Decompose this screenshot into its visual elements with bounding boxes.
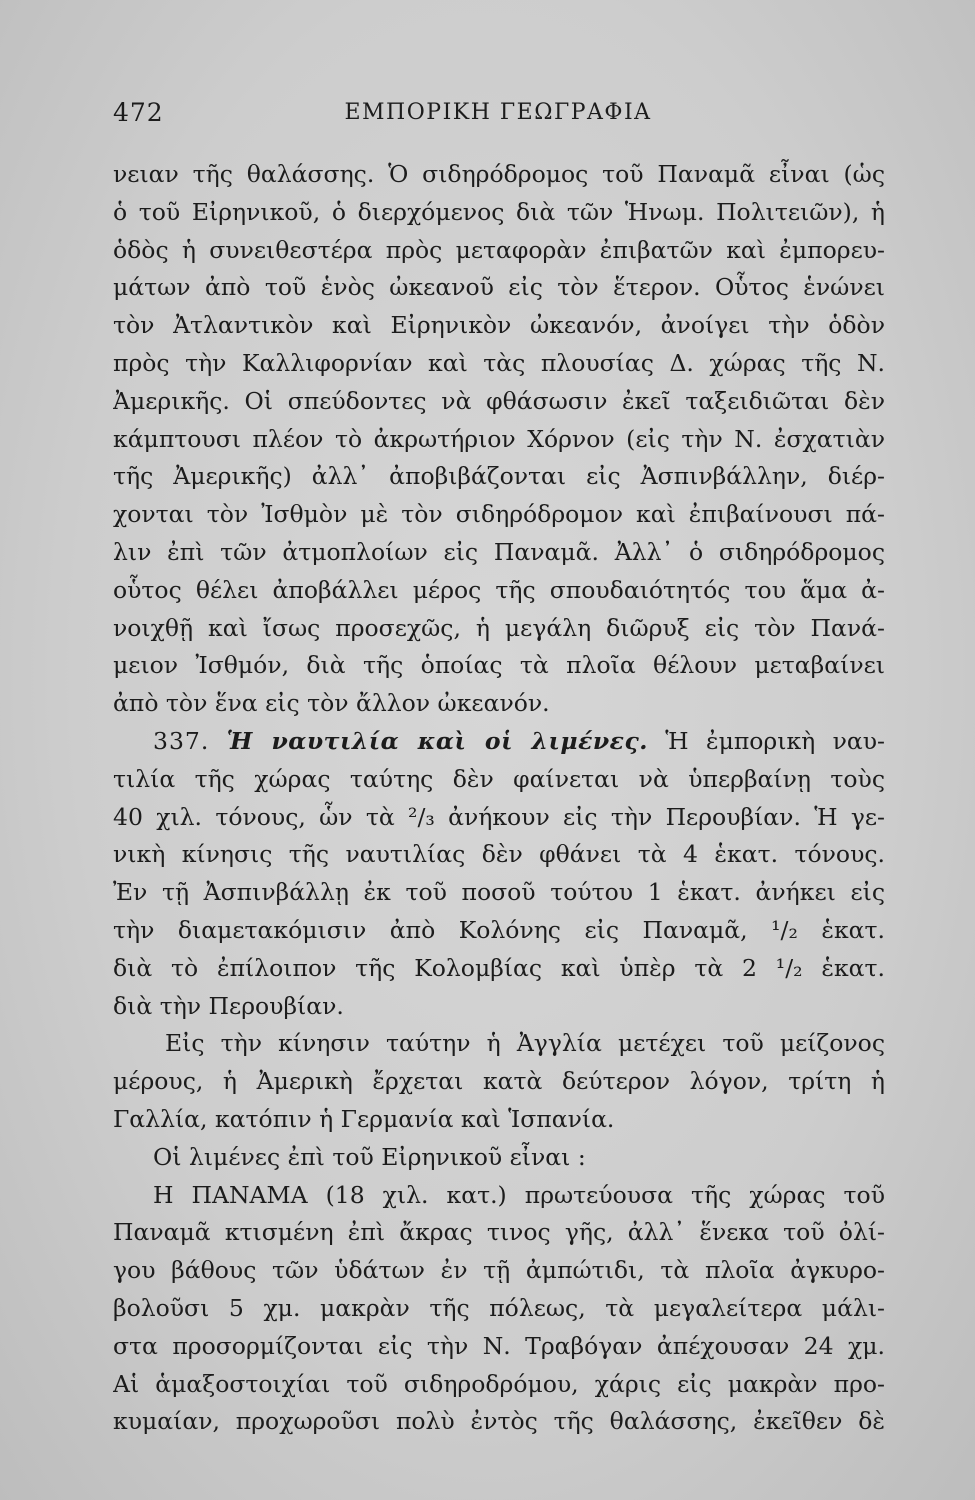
text-line: μέρους, ἡ Ἀμερικὴ ἔρχεται κατὰ δεύτερον λόγον, τρίτη ἡ [113,1067,885,1096]
text-line: τὴν διαμετακόμισιν ἀπὸ Κολόνης εἰς Παναμᾶ, ¹/₂ ἑκατ. [113,915,885,944]
running-title: ΕΜΠΟΡΙΚΗ ΓΕΩΓΡΑΦΙΑ [344,100,652,125]
text-line: Αἱ ἁμαξοστοιχίαι τοῦ σιδηροδρόμου, χάρις εἰς μακρὰν προ- [113,1369,885,1398]
text-line: ὁ τοῦ Εἰρηνικοῦ, ὁ διερχόμενος διὰ τῶν Ἡνωμ. Πολιτειῶν), ἡ [113,197,885,226]
text-line: Ἐν τῇ Ἀσπινβάλλῃ ἐκ τοῦ ποσοῦ τούτου 1 ἑκατ. ἀνήκει εἰς [113,878,885,907]
text-line: μειον Ἰσθμόν, διὰ τῆς ὁποίας τὰ πλοῖα θέλουν μεταβαίνει [113,651,885,680]
text-line: οὗτος θέλει ἀποβάλλει μέρος τῆς σπουδαιότητός του ἅμα ἀ- [113,575,885,604]
page-number: 472 [113,98,164,127]
text-line: Γαλλία, κατόπιν ἡ Γερμανία καὶ Ἱσπανία. [113,1104,615,1133]
body-text [113,156,885,1441]
section-title: Ἡ ναυτιλία καὶ οἱ λιμένες. [226,726,648,755]
section-number: 337. [153,726,210,755]
text-line: τὸν Ἀτλαντικὸν καὶ Εἰρηνικὸν ὠκεανόν, ἀνοίγει τὴν ὁδὸν [113,311,885,340]
text-line: λιν ἐπὶ τῶν ἀτμοπλοίων εἰς Παναμᾶ. Ἀλλ᾽ ὁ σιδηρόδρομος [113,537,885,566]
text-line: Η ΠΑΝΑΜΑ (18 χιλ. κατ.) πρωτεύουσα τῆς χώρας τοῦ [153,1180,885,1209]
page-header [113,98,873,138]
text-line: κυμαίαν, προχωροῦσι πολὺ ἐντὸς τῆς θαλάσσης, ἐκεῖθεν δὲ [113,1407,885,1436]
text-line: νειαν τῆς θαλάσσης. Ὁ σιδηρόδρομος τοῦ Παναμᾶ εἶναι (ὡς [113,160,885,188]
text-line: ὁδὸς ἡ συνειθεστέρα πρὸς μεταφορὰν ἐπιβατῶν καὶ ἐμπορευ- [113,235,885,264]
text-line: βολοῦσι 5 χμ. μακρὰν τῆς πόλεως, τὰ μεγαλείτερα μάλι- [113,1293,885,1322]
text-line: 40 χιλ. τόνους, ὧν τὰ ²/₃ ἀνήκουν εἰς τὴν Περουβίαν. Ἡ γε- [113,802,885,831]
text-line: διὰ τὸ ἐπίλοιπον τῆς Κολομβίας καὶ ὑπὲρ τὰ 2 ¹/₂ ἑκατ. [113,953,885,982]
text-line: νικὴ κίνησις τῆς ναυτιλίας δὲν φθάνει τὰ 4 ἑκατ. τόνους. [113,840,885,869]
text-line: μάτων ἀπὸ τοῦ ἑνὸς ὠκεανοῦ εἰς τὸν ἕτερον. Οὗτος ἑνώνει [113,273,885,302]
text-line: στα προσορμίζονται εἰς τὴν Ν. Τραβόγαν ἀπέχουσαν 24 χμ. [113,1331,885,1360]
text-line: Εἰς τὴν κίνησιν ταύτην ἡ Ἀγγλία μετέχει τοῦ μείζονος [165,1029,885,1058]
text-line: νοιχθῇ καὶ ἴσως προσεχῶς, ἡ μεγάλη διῶρυξ εἰς τὸν Πανά- [113,613,885,642]
text-line: διὰ τὴν Περουβίαν. [113,991,344,1020]
section-first-text: Ἡ ἐμπορικὴ ναυ- [665,726,885,755]
text-line: χονται τὸν Ἰσθμὸν μὲ τὸν σιδηρόδρομον καὶ ἐπιβαίνουσι πά- [113,500,885,529]
text-line: τιλία τῆς χώρας ταύτης δὲν φαίνεται νὰ ὑπερβαίνῃ τοὺς [113,764,885,793]
section-heading-line [113,723,885,761]
text-line: Οἱ λιμένες ἐπὶ τοῦ Εἰρηνικοῦ εἶναι : [153,1142,586,1171]
text-line: τῆς Ἀμερικῆς) ἀλλ᾽ ἀποβιβάζονται εἰς Ἀσπινβάλλην, διέρ- [113,462,885,491]
text-line: γου βάθους τῶν ὑδάτων ἐν τῇ ἀμπώτιδι, τὰ πλοῖα ἀγκυρο- [113,1256,885,1285]
text-line: ἀπὸ τὸν ἕνα εἰς τὸν ἄλλον ὠκεανόν. [113,689,550,718]
text-line: Ἀμερικῆς. Οἱ σπεύδοντες νὰ φθάσωσιν ἐκεῖ ταξειδιῶται δὲν [113,386,885,415]
text-line: κάμπτουσι πλέον τὸ ἀκρωτήριον Χόρνον (εἰς τὴν Ν. ἐσχατιὰν [113,424,885,453]
text-line: Παναμᾶ κτισμένη ἐπὶ ἄκρας τινος γῆς, ἀλλ᾽ ἕνεκα τοῦ ὀλί- [113,1218,885,1247]
text-line: πρὸς τὴν Καλλιφορνίαν καὶ τὰς πλουσίας Δ. χώρας τῆς Ν. [113,348,885,377]
